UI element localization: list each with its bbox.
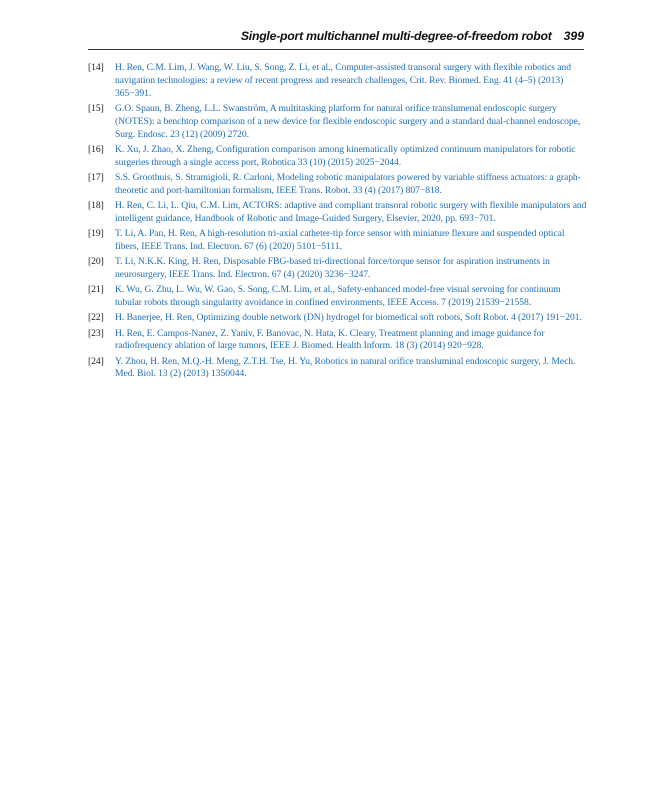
reference-list — [88, 62, 588, 384]
reference-link[interactable]: T. Li, N.K.K. King, H. Ren, Disposable FBG-based tri-directional force/torque sensor for aspiration instruments in neurosurgery, IEEE Trans. Ind. Electron. 67 (4) (2020) 3236−3247. — [115, 256, 550, 280]
reference-number: [14] — [88, 62, 104, 73]
reference-link[interactable]: T. Li, A. Pan, H. Ren, A high-resolution tri-axial catheter-tip force sensor with miniature flexure and suspended optical fibers, IEEE Trans. Ind. Electron. 67 (6) (2020) 5101−5111. — [115, 228, 565, 252]
reference-number: [17] — [88, 171, 104, 183]
reference-item — [88, 328, 588, 354]
reference-link[interactable]: G.O. Spaun, B. Zheng, L.L. Swanström, A multitasking platform for natural orifice translumenal endoscopic surgery (NOTES): a benchtop comparison of a new device for flexible endoscopic surgery and a standard dual-channel endoscope, Surg. Endosc. 23 (12) (2009) 2720. — [115, 102, 581, 140]
reference-link[interactable]: H. Ren, C. Li, L. Qiu, C.M. Lim, ACTORS: adaptive and compliant transoral robotic surgery with flexible manipulators and intelligent guidance, Handbook of Robotic and Image-Guided Surgery, Elsevier, 2020, pp. 693−701. — [115, 200, 587, 224]
reference-number: [20] — [88, 256, 104, 268]
header-rule — [88, 49, 584, 50]
reference-item — [88, 284, 588, 310]
reference-number: [15] — [88, 102, 104, 114]
reference-item — [88, 103, 588, 142]
reference-link[interactable]: H. Ren, C.M. Lim, J. Wang, W. Liu, S. Song, Z. Li, et al., Computer-assisted transoral surgery with flexible robotics and navigation technologies: a review of recent progress and research challenges, Crit. Rev. Biomed. Eng. 41 (4–5) (2013) 365−391. — [115, 62, 572, 99]
running-header — [88, 29, 584, 49]
reference-number: [23] — [88, 327, 104, 339]
reference-number: [16] — [88, 143, 104, 155]
reference-link[interactable]: Y. Zhou, H. Ren, M.Q.-H. Meng, Z.T.H. Tse, H. Yu, Robotics in natural orifice transluminal endoscopic surgery, J. Mech. Med. Biol. 13 (2) (2013) 1350044. — [115, 355, 576, 380]
page-number: 399 — [563, 29, 584, 43]
reference-link[interactable]: K. Xu, J. Zhao, X. Zheng, Configuration comparison among kinematically optimized continuum manipulators for robotic surgeries through a single access port, Robotica 33 (10) (2015) 2025−2044. — [115, 143, 576, 168]
reference-number: [18] — [88, 200, 104, 211]
reference-number: [24] — [88, 355, 104, 367]
reference-number: [21] — [88, 284, 104, 296]
reference-number: [22] — [88, 312, 104, 324]
reference-item — [88, 228, 588, 254]
reference-link[interactable]: K. Wu, G. Zhu, L. Wu, W. Gao, S. Song, C.M. Lim, et al., Safety-enhanced model-free visual servoing for continuum tubular robots through singularity avoidance in confined environments, IEEE Access. 7 (2019) 21539−21558. — [115, 284, 561, 309]
reference-number: [19] — [88, 228, 104, 240]
reference-item — [88, 356, 588, 382]
reference-link[interactable]: H. Banerjee, H. Ren, Optimizing double network (DN) hydrogel for biomedical soft robots, Soft Robot. 4 (2017) 191−201. — [115, 312, 582, 324]
reference-item — [88, 62, 588, 101]
reference-link[interactable]: S.S. Groothuis, S. Stramigioli, R. Carloni, Modeling robotic manipulators powered by variable stiffness actuators: a graph-theoretic and port-hamiltonian formalism, IEEE Trans. Robot. 33 (4) (2017) 807−818. — [115, 171, 581, 196]
reference-link[interactable]: H. Ren, E. Campos-Nanez, Z. Yaniv, F. Banovac, N. Hata, K. Cleary, Treatment planning and image guidance for radiofrequency ablation of large tumors, IEEE J. Biomed. Health Inform. 18 (3) (2014) 920−928. — [115, 327, 545, 352]
reference-item — [88, 256, 588, 282]
reference-item — [88, 312, 588, 325]
running-header-title: Single-port multichannel multi-degree-of-freedom robot — [240, 29, 552, 43]
reference-item — [88, 172, 588, 198]
reference-item — [88, 200, 588, 226]
reference-item — [88, 144, 588, 170]
